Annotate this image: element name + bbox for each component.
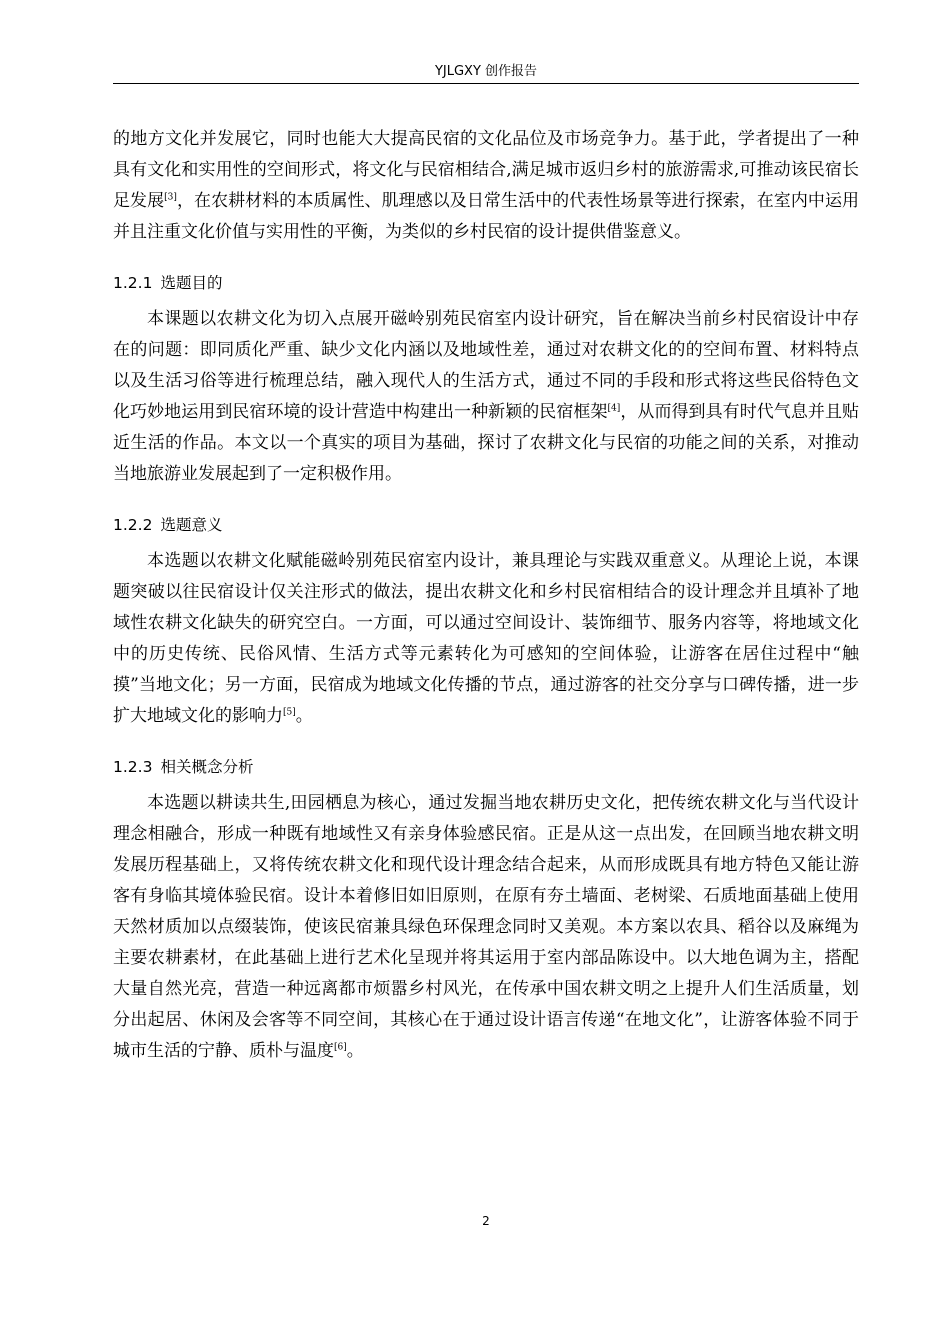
section-heading-1-2-1 bbox=[113, 272, 859, 294]
section-title: 选题意义 bbox=[160, 516, 223, 534]
citation-ref: [5] bbox=[283, 707, 296, 718]
paragraph-text: 本选题以农耕文化赋能磁岭别苑民宿室内设计，兼具理论与实践双重意义。从理论上说，本课题突破以往民宿设计仅关注形式的做法，提出农耕文化和乡村民宿相结合的设计理念并且填补了地域性农耕文化缺失的研究空白。一方面，可以通过空间设计、装饰细节、服务内容等，将地域文化中的历史传统、民俗风情、生活方式等元素转化为可感知的空间体验，让游客在居住过程中“触摸”当地文化；另一方面，民宿成为地域文化传播的节点，通过游客的社交分享与口碑传播，进一步扩大地域文化的影响力 bbox=[113, 551, 859, 726]
section-title: 选题目的 bbox=[160, 274, 223, 292]
intro-paragraph bbox=[113, 124, 859, 248]
page-number: 2 bbox=[482, 1214, 490, 1228]
section-heading-1-2-3 bbox=[113, 756, 859, 778]
paragraph-text: 本课题以农耕文化为切入点展开磁岭别苑民宿室内设计研究，旨在解决当前乡村民宿设计中存在的问题：即同质化严重、缺少文化内涵以及地域性差，通过对农耕文化的的空间布置、材料特点以及生活习俗等进行梳理总结，融入现代人的生活方式，通过不同的手段和形式将这些民俗特色文化巧妙地运用到民宿环境的设计营造中构建出一种新颖的民宿框架 bbox=[113, 309, 859, 422]
section-number: 1.2.2 bbox=[113, 516, 153, 534]
citation-ref: [3] bbox=[164, 192, 177, 203]
paragraph-text-after: 。 bbox=[295, 706, 313, 726]
section-number: 1.2.1 bbox=[113, 274, 153, 292]
section-heading-1-2-2 bbox=[113, 514, 859, 536]
section-title: 相关概念分析 bbox=[160, 758, 254, 776]
paragraph-text-after: 。 bbox=[346, 1041, 364, 1061]
paragraph-text-after: ，从而得到具有时代气息并且贴近生活的作品。本文以一个真实的项目为基础，探讨了农耕文化与民宿的功能之间的关系，对推动当地旅游业发展起到了一定积极作用。 bbox=[113, 402, 860, 484]
citation-ref: [6] bbox=[334, 1042, 347, 1053]
citation-ref: [4] bbox=[607, 403, 621, 414]
section-paragraph-1-2-1 bbox=[113, 304, 859, 490]
section-paragraph-1-2-2 bbox=[113, 546, 859, 732]
header-divider bbox=[113, 83, 859, 84]
paragraph-text: 本选题以耕读共生,田园栖息为核心，通过发掘当地农耕历史文化，把传统农耕文化与当代设计理念相融合，形成一种既有地域性又有亲身体验感民宿。正是从这一点出发，在回顾当地农耕文明发展历程基础上，又将传统农耕文化和现代设计理念结合起来，从而形成既具有地方特色又能让游客有身临其境体验民宿。设计本着修旧如旧原则，在原有夯土墙面、老树梁、石质地面基础上使用天然材质加以点缀装饰，使该民宿兼具绿色环保理念同时又美观。本方案以农具、稻谷以及麻绳为主要农耕素材，在此基础上进行艺术化呈现并将其运用于室内部品陈设中。以大地色调为主，搭配大量自然光亮，营造一种远离都市烦嚣乡村风光，在传承中国农耕文明之上提升人们生活质量，划分出起居、休闲及会客等不同空间，其核心在于通过设计语言传递“在地文化”，让游客体验不同于城市生活的宁静、质朴与温度 bbox=[113, 793, 859, 1061]
page-header: YJLGXY 创作报告 bbox=[434, 64, 538, 79]
section-paragraph-1-2-3 bbox=[113, 788, 859, 1067]
intro-text-after: ，在农耕材料的本质属性、肌理感以及日常生活中的代表性场景等进行探索，在室内中运用并且注重文化价值与实用性的平衡，为类似的乡村民宿的设计提供借鉴意义。 bbox=[113, 191, 860, 242]
document-body bbox=[113, 124, 859, 1067]
intro-text: 的地方文化并发展它，同时也能大大提高民宿的文化品位及市场竞争力。基于此，学者提出了一种具有文化和实用性的空间形式，将文化与民宿相结合,满足城市返归乡村的旅游需求,可推动该民宿长足发展 bbox=[113, 129, 859, 211]
section-number: 1.2.3 bbox=[113, 758, 153, 776]
